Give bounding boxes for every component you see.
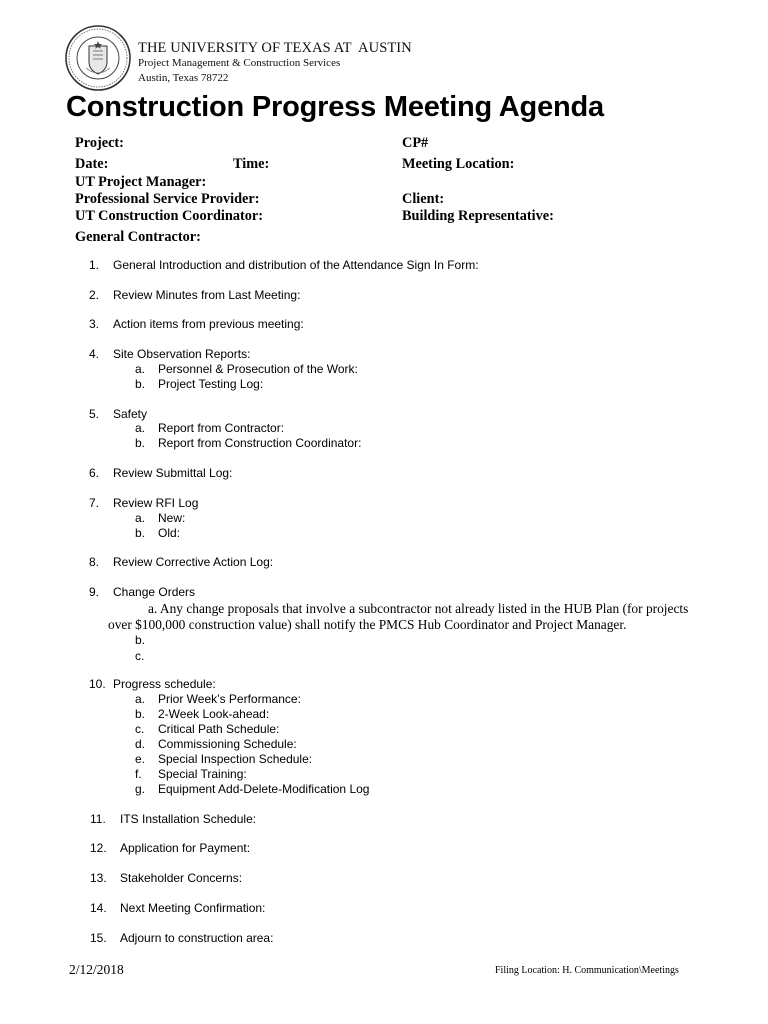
time-label: Time: xyxy=(233,156,270,172)
subitem-text: Any change proposals that involve a subcontractor not already listed in the HUB Plan (for projects xyxy=(159,601,689,616)
agenda-number: 12. xyxy=(90,841,107,855)
subitem-letter: b. xyxy=(135,436,146,450)
agenda-text: Application for Payment: xyxy=(120,841,251,855)
subitem-text: Critical Path Schedule: xyxy=(158,722,280,736)
page-title: Construction Progress Meeting Agenda xyxy=(66,91,604,123)
subitem-letter: a. xyxy=(135,511,146,525)
agenda-subitem xyxy=(135,421,284,436)
university-seal-logo xyxy=(64,24,132,92)
subitem-letter: a. xyxy=(135,692,146,706)
agenda-item-13 xyxy=(90,871,242,886)
agenda-item-4 xyxy=(89,347,250,362)
subitem-continuation: over $100,000 construction value) shall notify the PMCS Hub Coordinator and Project Manager. xyxy=(108,617,627,632)
agenda-subitem xyxy=(135,377,263,392)
footer-filing-location: Filing Location: H. Communication\Meetings xyxy=(495,965,679,976)
agenda-item-2 xyxy=(89,288,300,303)
general-contractor-label: General Contractor: xyxy=(75,229,201,245)
subitem-letter: b. xyxy=(135,707,146,721)
subitem-text: Equipment Add-Delete-Modification Log xyxy=(158,782,370,796)
letterhead xyxy=(138,40,412,86)
agenda-item-10 xyxy=(89,677,216,692)
subitem-letter: b. xyxy=(135,377,146,391)
agenda-number: 4. xyxy=(89,347,100,361)
subitem-letter: d. xyxy=(135,737,146,751)
subitem-letter: a. xyxy=(135,421,146,435)
subitem-letter: a. xyxy=(148,601,158,616)
subitem-letter: b. xyxy=(135,633,146,647)
agenda-text: Stakeholder Concerns: xyxy=(120,871,243,885)
subitem-text: New: xyxy=(158,511,186,525)
agenda-item-5 xyxy=(89,407,147,422)
agenda-subitem xyxy=(135,722,279,737)
agenda-subitem xyxy=(135,649,158,664)
agenda-subitem xyxy=(135,782,369,797)
ut-project-manager-label: UT Project Manager: xyxy=(75,174,207,190)
subitem-text: Special Inspection Schedule: xyxy=(158,752,313,766)
subitem-text: Project Testing Log: xyxy=(158,377,264,391)
agenda-number: 7. xyxy=(89,496,100,510)
agenda-item-8 xyxy=(89,555,273,570)
subitem-text: 2-Week Look-ahead: xyxy=(158,707,270,721)
subitem-letter: a. xyxy=(135,362,146,376)
agenda-number: 11. xyxy=(90,812,106,826)
agenda-text: Review Submittal Log: xyxy=(113,466,233,480)
subitem-letter: f. xyxy=(135,767,142,781)
agenda-subitem xyxy=(135,436,361,451)
agenda-number: 2. xyxy=(89,288,100,302)
agenda-item-6 xyxy=(89,466,232,481)
agenda-subitem xyxy=(135,707,269,722)
university-name: THE UNIVERSITY OF TEXAS AT AUSTIN xyxy=(138,40,412,56)
agenda-text: Review Minutes from Last Meeting: xyxy=(113,288,301,302)
agenda-text: Safety xyxy=(113,407,148,421)
agenda-subitem xyxy=(135,633,158,648)
agenda-item-11 xyxy=(90,812,256,827)
subitem-text: Report from Contractor: xyxy=(158,421,285,435)
cp-label: CP# xyxy=(402,135,429,151)
agenda-subitem xyxy=(135,737,297,752)
subitem-text: Personnel & Prosecution of the Work: xyxy=(158,362,358,376)
agenda-item-7 xyxy=(89,496,198,511)
agenda-text: Review Corrective Action Log: xyxy=(113,555,274,569)
agenda-number: 1. xyxy=(89,258,100,272)
meeting-location-label: Meeting Location: xyxy=(402,156,515,172)
subitem-letter: b. xyxy=(135,526,146,540)
agenda-text: Progress schedule: xyxy=(113,677,216,691)
agenda-number: 8. xyxy=(89,555,100,569)
agenda-text: General Introduction and distribution of the Attendance Sign In Form: xyxy=(113,258,479,272)
agenda-item-15 xyxy=(90,931,273,946)
subitem-text: Prior Week’s Performance: xyxy=(158,692,301,706)
professional-service-provider-label: Professional Service Provider: xyxy=(75,191,260,207)
footer-date: 2/12/2018 xyxy=(69,962,124,977)
subitem-letter: e. xyxy=(135,752,146,766)
subitem-letter: g. xyxy=(135,782,146,796)
ut-construction-coordinator-label: UT Construction Coordinator: xyxy=(75,208,263,224)
agenda-text: Review RFI Log xyxy=(113,496,199,510)
agenda-subitem xyxy=(148,601,688,616)
subitem-text: Commissioning Schedule: xyxy=(158,737,297,751)
agenda-subitem xyxy=(135,767,247,782)
agenda-number: 14. xyxy=(90,901,107,915)
client-label: Client: xyxy=(402,191,445,207)
agenda-text: Change Orders xyxy=(113,585,196,599)
department-name: Project Management & Construction Services xyxy=(138,57,341,69)
subitem-text: Report from Construction Coordinator: xyxy=(158,436,362,450)
agenda-subitem xyxy=(135,362,358,377)
building-representative-label: Building Representative: xyxy=(402,208,554,224)
agenda-item-12 xyxy=(90,841,250,856)
agenda-item-9 xyxy=(89,585,195,600)
date-label: Date: xyxy=(75,156,109,172)
agenda-number: 10. xyxy=(89,677,106,691)
agenda-text: Next Meeting Confirmation: xyxy=(120,901,266,915)
agenda-subitem xyxy=(135,752,312,767)
agenda-subitem xyxy=(135,526,180,541)
agenda-number: 13. xyxy=(90,871,107,885)
agenda-number: 3. xyxy=(89,317,100,331)
agenda-number: 9. xyxy=(89,585,100,599)
agenda-item-14 xyxy=(90,901,265,916)
agenda-item-3 xyxy=(89,317,304,332)
agenda-subitem xyxy=(135,511,185,526)
agenda-number: 5. xyxy=(89,407,100,421)
city-address: Austin, Texas 78722 xyxy=(138,72,229,84)
agenda-subitem xyxy=(135,692,301,707)
agenda-text: Action items from previous meeting: xyxy=(113,317,304,331)
subitem-text: Old: xyxy=(158,526,181,540)
agenda-item-1 xyxy=(89,258,479,273)
agenda-text: Adjourn to construction area: xyxy=(120,931,274,945)
subitem-letter: c. xyxy=(135,722,145,736)
subitem-letter: c. xyxy=(135,649,145,663)
subitem-text: Special Training: xyxy=(158,767,247,781)
agenda-number: 6. xyxy=(89,466,100,480)
agenda-text: ITS Installation Schedule: xyxy=(120,812,257,826)
agenda-number: 15. xyxy=(90,931,107,945)
agenda-text: Site Observation Reports: xyxy=(113,347,251,361)
project-label: Project: xyxy=(75,135,124,151)
